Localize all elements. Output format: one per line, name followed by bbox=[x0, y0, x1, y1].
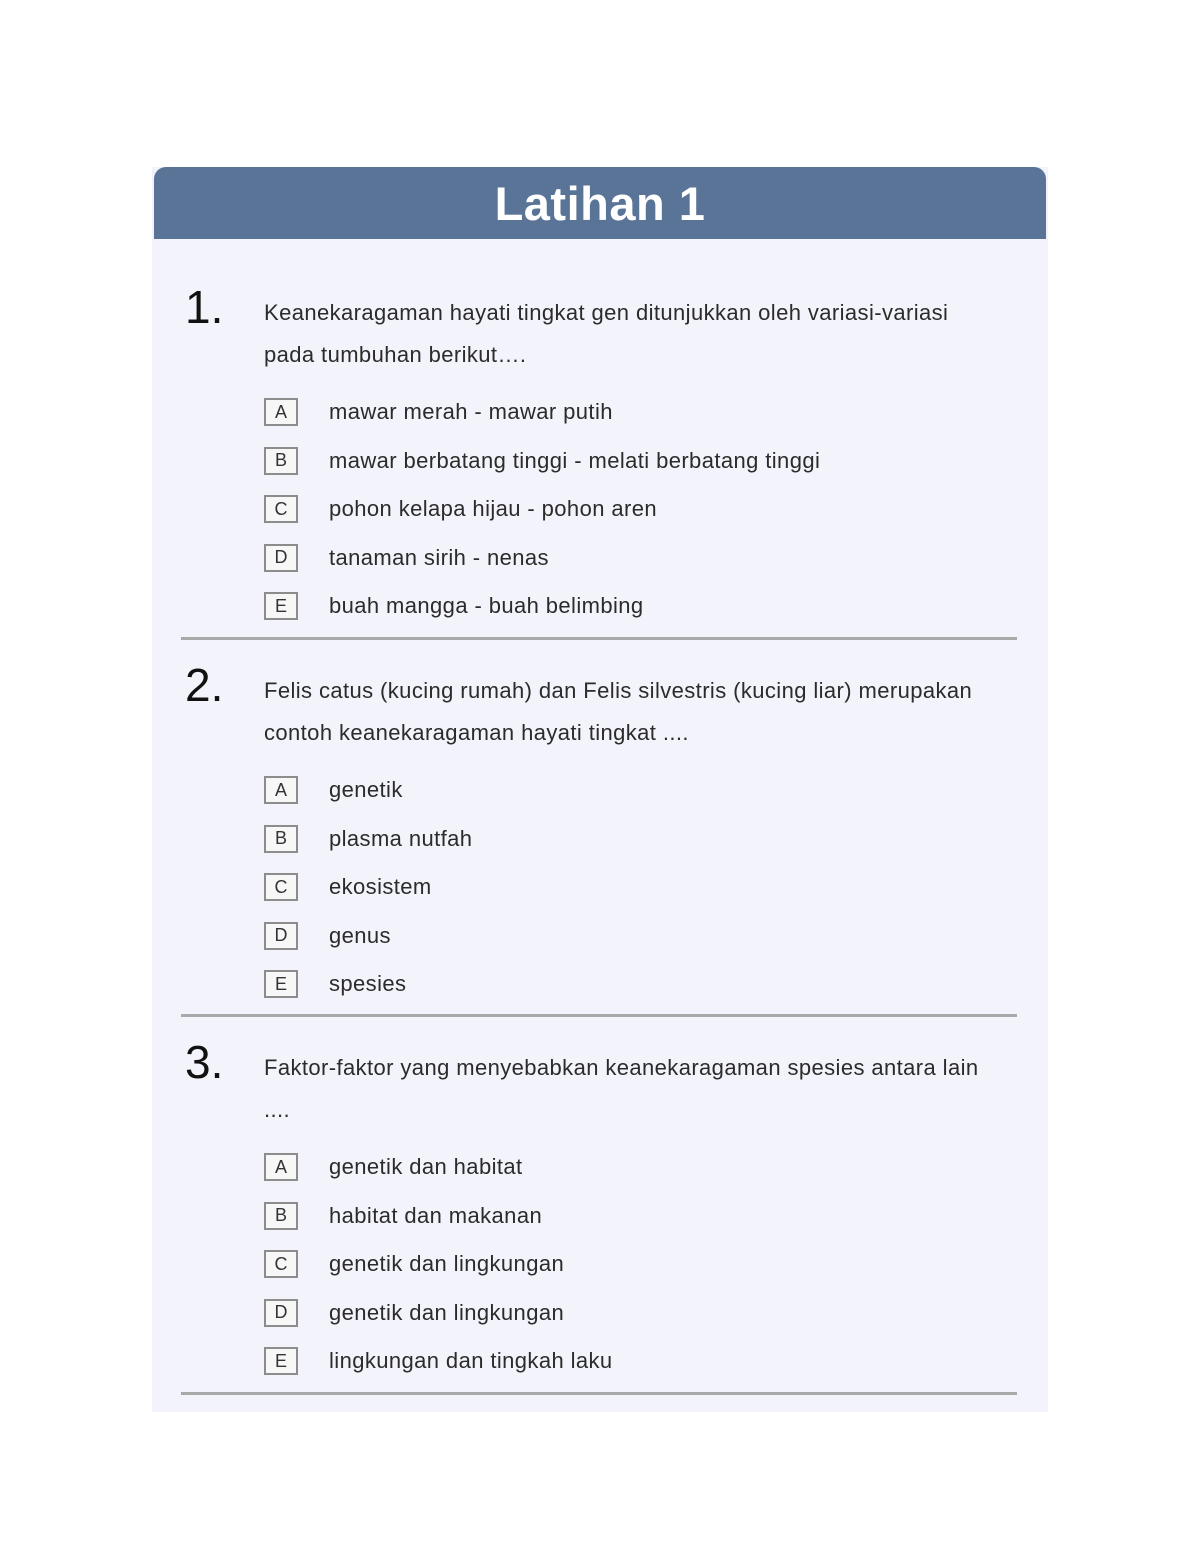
question-text: Felis catus (kucing rumah) dan Felis silvestris (kucing liar) merupakan contoh keanekaragaman hayati tingkat .... bbox=[264, 678, 973, 745]
option-letter-box[interactable]: E bbox=[264, 970, 298, 998]
quiz-card bbox=[152, 167, 1048, 1412]
option-text: ekosistem bbox=[329, 874, 432, 900]
option-text: genus bbox=[329, 922, 391, 948]
option-text: spesies bbox=[329, 971, 407, 997]
option-a[interactable] bbox=[264, 766, 472, 815]
option-text: genetik dan lingkungan bbox=[329, 1251, 565, 1277]
question-number: 2. bbox=[185, 659, 224, 711]
option-letter-box[interactable]: B bbox=[264, 447, 298, 475]
question-number: 1. bbox=[185, 281, 224, 333]
option-list bbox=[264, 1143, 613, 1386]
option-b[interactable] bbox=[264, 437, 820, 486]
option-letter-box[interactable]: C bbox=[264, 1250, 298, 1278]
option-e[interactable] bbox=[264, 960, 472, 1009]
option-letter-box[interactable]: D bbox=[264, 544, 298, 572]
question-divider bbox=[181, 637, 1017, 640]
option-letter-box[interactable]: E bbox=[264, 1347, 298, 1375]
option-d[interactable] bbox=[264, 1289, 613, 1338]
option-letter-box[interactable]: B bbox=[264, 825, 298, 853]
option-b[interactable] bbox=[264, 815, 472, 864]
option-list bbox=[264, 766, 472, 1009]
option-text: genetik dan lingkungan bbox=[329, 1299, 565, 1325]
option-letter-box[interactable]: A bbox=[264, 398, 298, 426]
option-d[interactable] bbox=[264, 534, 820, 583]
option-e[interactable] bbox=[264, 1337, 613, 1386]
option-text: genetik dan habitat bbox=[329, 1154, 523, 1180]
page-title: Latihan 1 bbox=[494, 176, 706, 230]
option-a[interactable] bbox=[264, 388, 820, 437]
option-text: buah mangga - buah belimbing bbox=[329, 593, 644, 619]
option-letter-box[interactable]: D bbox=[264, 1299, 298, 1327]
option-text: genetik bbox=[329, 777, 403, 803]
option-text: tanaman sirih - nenas bbox=[329, 544, 549, 570]
option-letter-box[interactable]: D bbox=[264, 922, 298, 950]
option-d[interactable] bbox=[264, 912, 472, 961]
option-e[interactable] bbox=[264, 582, 820, 631]
option-list bbox=[264, 388, 820, 631]
option-c[interactable] bbox=[264, 485, 820, 534]
option-c[interactable] bbox=[264, 863, 472, 912]
option-letter-box[interactable]: E bbox=[264, 592, 298, 620]
option-letter-box[interactable]: C bbox=[264, 873, 298, 901]
option-text: habitat dan makanan bbox=[329, 1202, 543, 1228]
question-text: Keanekaragaman hayati tingkat gen ditunjukkan oleh variasi-variasi pada tumbuhan berikut…. bbox=[264, 300, 949, 367]
option-text: mawar merah - mawar putih bbox=[329, 399, 613, 425]
question-divider bbox=[181, 1392, 1017, 1395]
option-text: plasma nutfah bbox=[329, 825, 473, 851]
option-letter-box[interactable]: C bbox=[264, 495, 298, 523]
quiz-header bbox=[154, 167, 1046, 239]
question-divider bbox=[181, 1014, 1017, 1017]
option-text: mawar berbatang tinggi - melati berbatang tinggi bbox=[329, 447, 821, 473]
option-b[interactable] bbox=[264, 1192, 613, 1241]
option-text: lingkungan dan tingkah laku bbox=[329, 1348, 613, 1374]
question-number: 3. bbox=[185, 1036, 224, 1088]
option-letter-box[interactable]: A bbox=[264, 1153, 298, 1181]
question-text: Faktor-faktor yang menyebabkan keanekaragaman spesies antara lain .... bbox=[264, 1055, 979, 1122]
option-text: pohon kelapa hijau - pohon aren bbox=[329, 496, 657, 522]
option-a[interactable] bbox=[264, 1143, 613, 1192]
option-c[interactable] bbox=[264, 1240, 613, 1289]
option-letter-box[interactable]: B bbox=[264, 1202, 298, 1230]
option-letter-box[interactable]: A bbox=[264, 776, 298, 804]
